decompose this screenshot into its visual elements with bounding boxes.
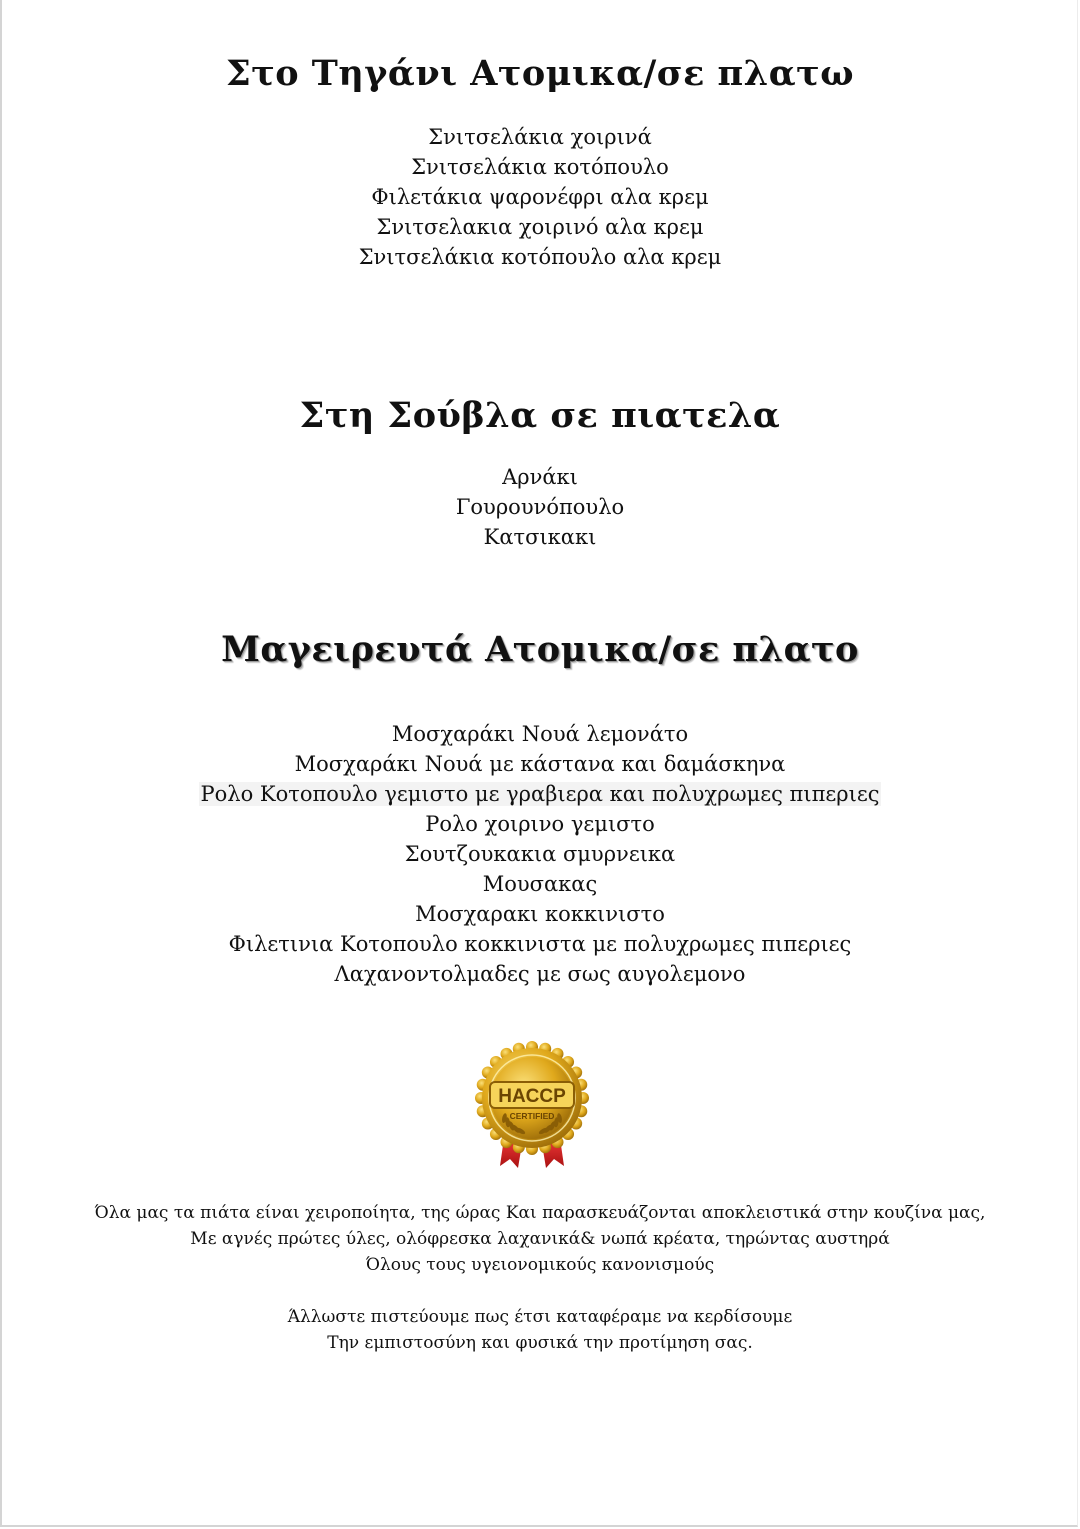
haccp-certified-seal-icon	[474, 1040, 590, 1170]
footer-line: Όλα μας τα πιάτα είναι χειροποίητα, της ώρας Και παρασκευάζονται αποκλειστικά στην κουζίνα μας,	[94, 1203, 986, 1223]
menu-item: Σνιτσελάκια κοτόπουλο	[411, 155, 669, 179]
menu-item	[0, 779, 1080, 809]
menu-item: Σνιτσελάκια κοτόπουλο αλα κρεμ	[358, 245, 722, 269]
menu-item: Ρολο χοιρινο γεμιστο	[425, 812, 655, 836]
menu-item: Λαχανοντολμαδες με σως αυγολεμονο	[334, 962, 746, 986]
footer-note	[0, 1200, 1080, 1356]
menu-item-list	[0, 462, 1080, 552]
menu-item-list	[0, 719, 1080, 989]
menu-item: Φιλετάκια ψαρονέφρι αλα κρεμ	[371, 185, 709, 209]
menu-item: Μοσχαρακι κοκκινιστο	[415, 902, 665, 926]
menu-item: Γουρουνόπουλο	[455, 495, 625, 519]
section-heading: Στη Σούβλα σε πιατελα	[299, 395, 781, 436]
footer-spacer	[0, 1278, 1080, 1304]
menu-item: Αρνάκι	[502, 465, 578, 489]
menu-item: Κατσικακι	[483, 525, 597, 549]
footer-closing-line: Την εμπιστοσύνη και φυσικά την προτίμηση σας.	[327, 1333, 753, 1353]
menu-section-spit	[0, 394, 1080, 552]
section-heading: Μαγειρευτά Ατομικα/σε πλατο	[221, 629, 859, 670]
seal-title: HACCP	[498, 1086, 566, 1107]
menu-item-text: Ρολο Κοτοπουλο γεμιστο με γραβιερα και πολυχρωμες πιπεριες	[200, 782, 880, 806]
footer-line: Όλους τους υγειονομικούς κανονισμούς	[365, 1255, 715, 1275]
menu-item: Μοσχαράκι Νουά με κάστανα και δαμάσκηνα	[294, 752, 786, 776]
footer-line: Με αγνές πρώτες ύλες, ολόφρεσκα λαχανικά& νωπά κρέατα, τηρώντας αυστηρά	[190, 1229, 890, 1249]
menu-section-pan	[0, 52, 1080, 272]
menu-item: Σουτζουκακια σμυρνεικα	[404, 842, 676, 866]
section-heading: Στο Τηγάνι Ατομικα/σε πλατω	[225, 53, 855, 94]
menu-item: Σνιτσελάκια χοιρινά	[428, 125, 652, 149]
menu-item: Μοσχαράκι Νουά λεμονάτο	[391, 722, 689, 746]
menu-item: Φιλετινια Κοτοπουλο κοκκινιστα με πολυχρωμες πιπεριες	[228, 932, 852, 956]
footer-closing-line: Άλλωστε πιστεύουμε πως έτσι καταφέραμε να κερδίσουμε	[287, 1307, 793, 1327]
seal-subtitle: CERTIFIED	[509, 1111, 555, 1121]
menu-section-cooked	[0, 628, 1080, 989]
menu-item-list	[0, 122, 1080, 272]
menu-item: Μουσακας	[482, 872, 598, 896]
menu-item: Σνιτσελακια χοιρινό αλα κρεμ	[376, 215, 704, 239]
